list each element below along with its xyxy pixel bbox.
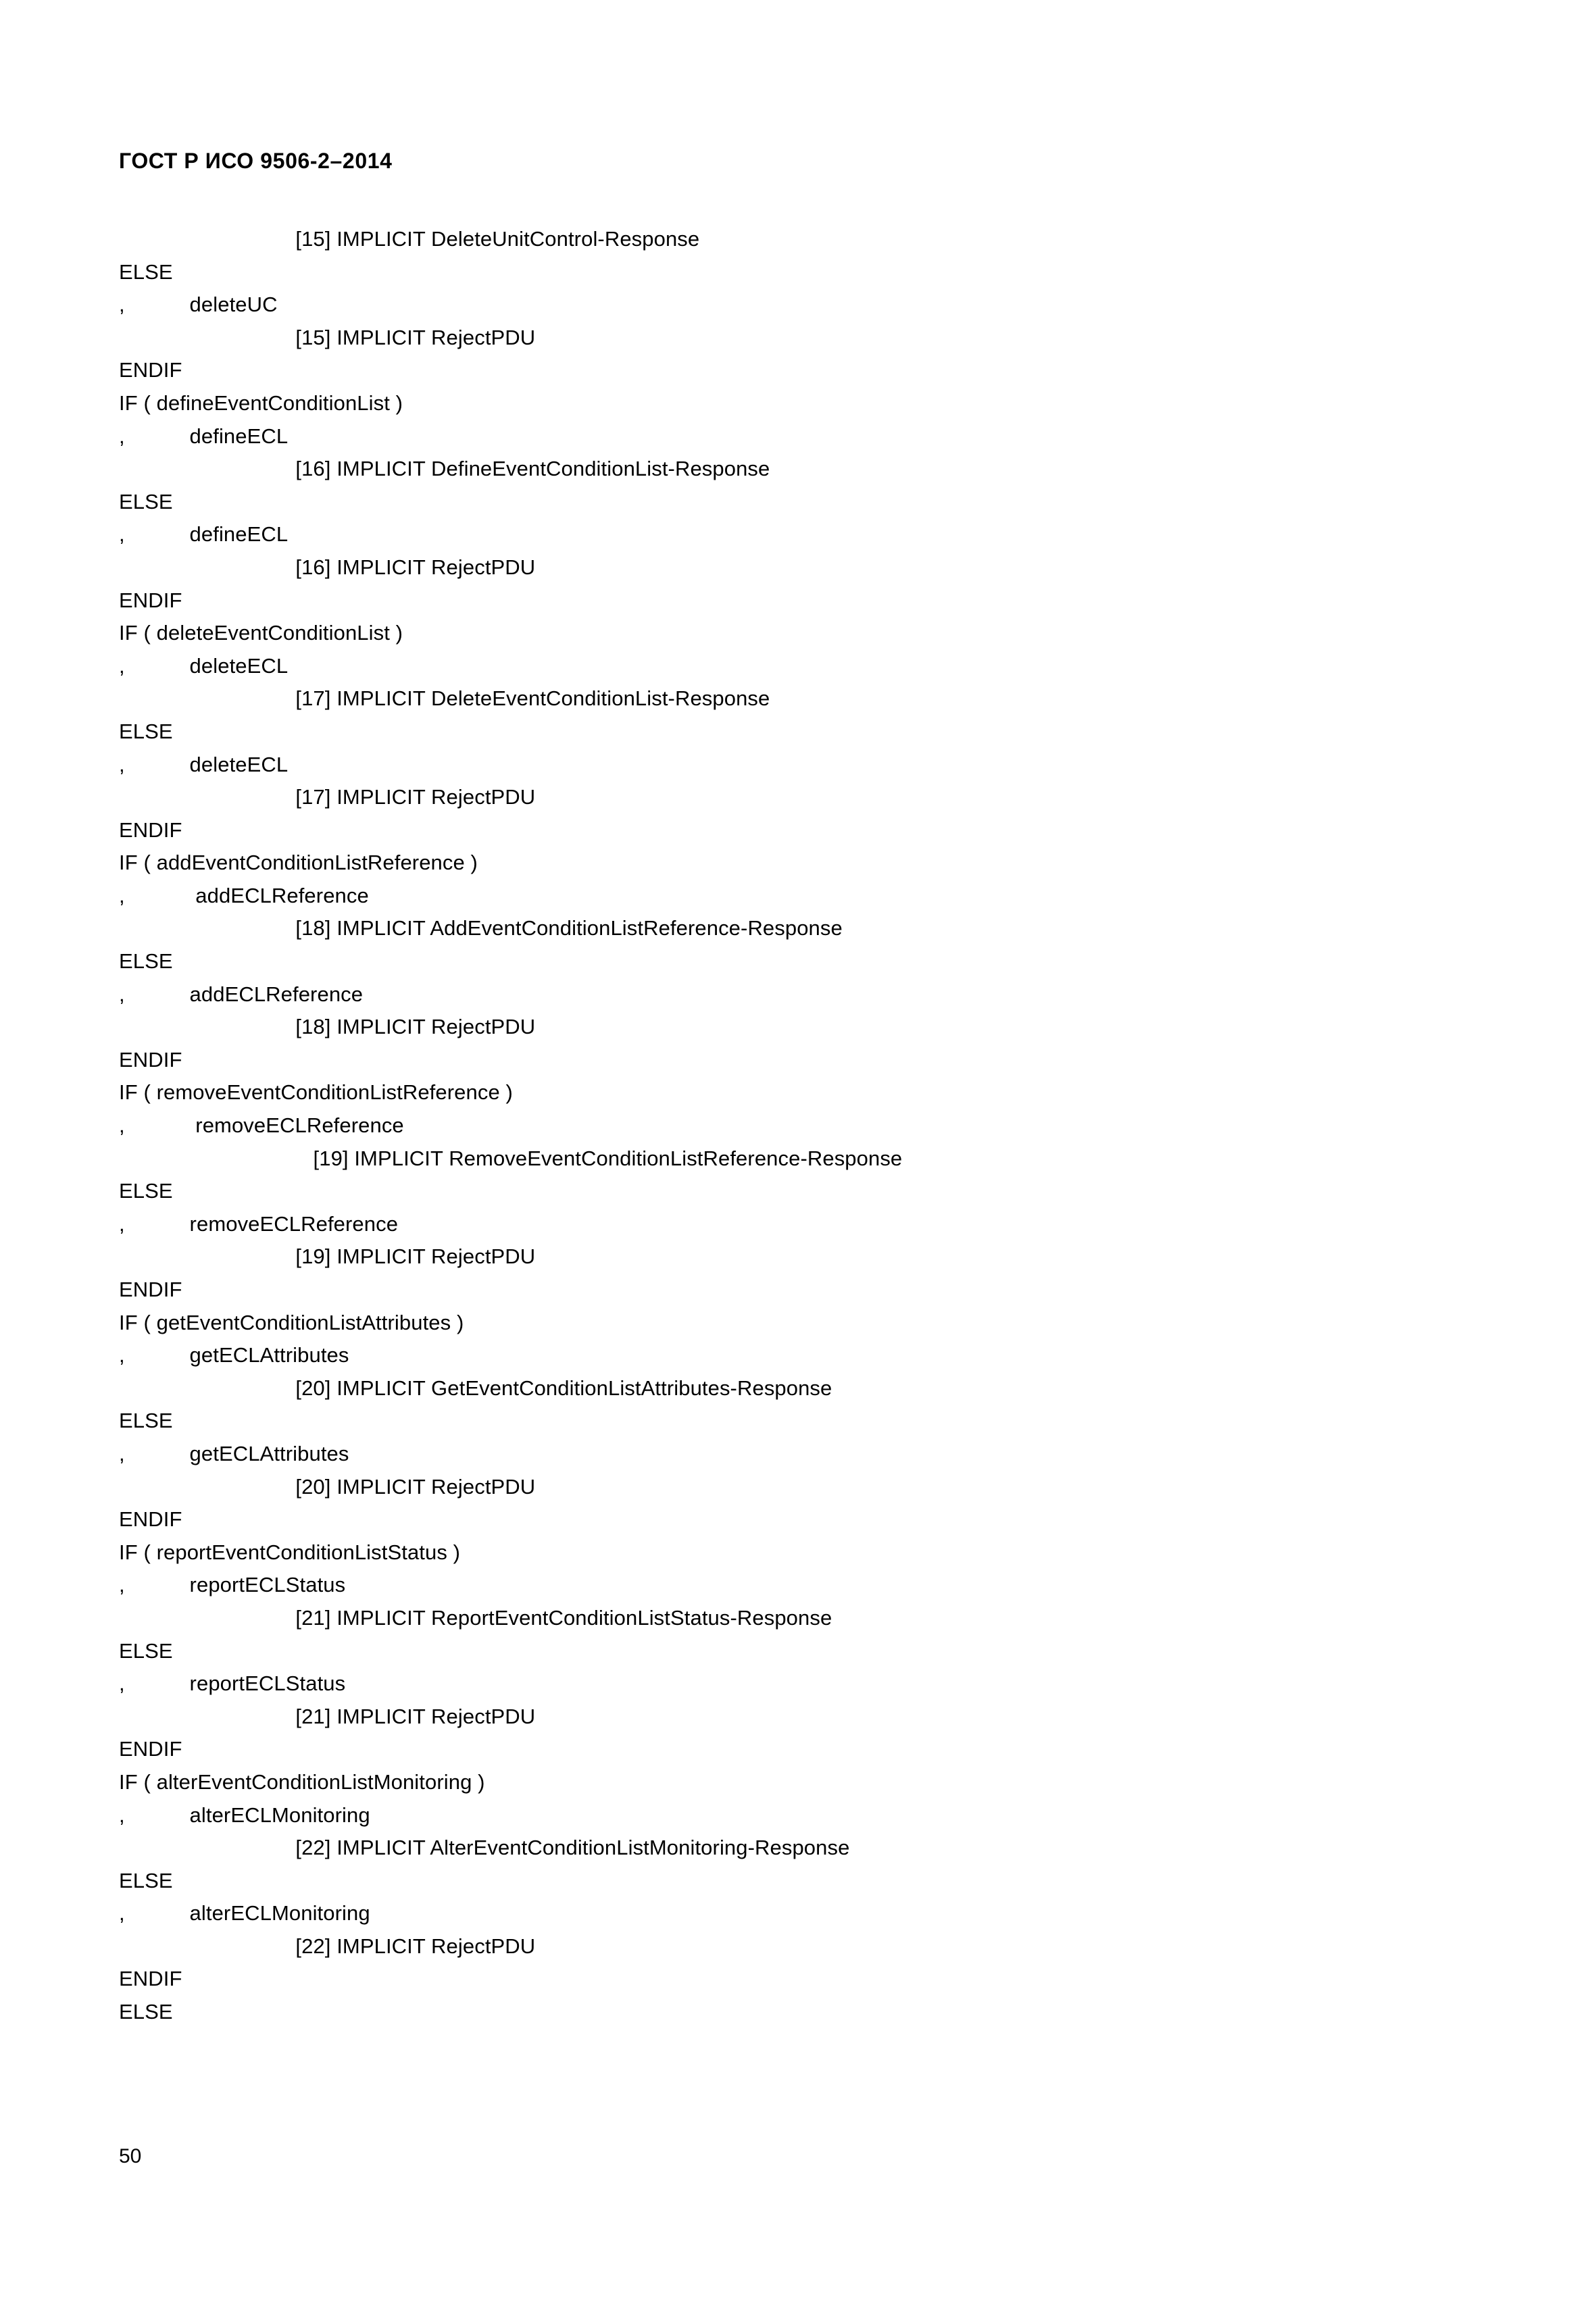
code-line: , reportECLStatus	[119, 1573, 346, 1597]
code-line: ELSE	[119, 1179, 173, 1203]
code-line: ENDIF	[119, 1507, 182, 1532]
code-line: IF ( deleteEventConditionList )	[119, 621, 403, 645]
code-line: , getECLAttributes	[119, 1343, 349, 1367]
code-line: [20] IMPLICIT GetEventConditionListAttributes-Response	[119, 1376, 832, 1400]
code-line: , deleteECL	[119, 752, 289, 776]
code-line: IF ( defineEventConditionList )	[119, 391, 403, 415]
code-line: [21] IMPLICIT ReportEventConditionListStatus-Response	[119, 1605, 832, 1630]
asn1-code-block	[119, 223, 1504, 2029]
code-line: , deleteECL	[119, 653, 289, 678]
code-line: ELSE	[119, 2000, 173, 2024]
code-line: ELSE	[119, 949, 173, 974]
code-line: ENDIF	[119, 588, 182, 612]
page-number: 50	[119, 2145, 142, 2167]
code-line: ENDIF	[119, 818, 182, 842]
code-line: ENDIF	[119, 1278, 182, 1301]
code-line: [20] IMPLICIT RejectPDU	[119, 1474, 536, 1499]
code-line: , reportECLStatus	[119, 1671, 346, 1696]
code-line: , defineECL	[119, 424, 289, 448]
code-line: ENDIF	[119, 358, 182, 382]
code-line: [22] IMPLICIT RejectPDU	[119, 1934, 536, 1958]
code-line: [15] IMPLICIT DeleteUnitControl-Response	[119, 227, 700, 251]
code-line: IF ( reportEventConditionListStatus )	[119, 1540, 461, 1564]
code-line: , alterECLMonitoring	[119, 1901, 370, 1926]
code-line: ELSE	[119, 1638, 173, 1663]
page-header: ГОСТ Р ИСО 9506-2–2014	[119, 149, 393, 173]
code-line: [19] IMPLICIT RejectPDU	[119, 1244, 536, 1269]
code-line: ELSE	[119, 719, 173, 743]
code-line: , addECLReference	[119, 883, 369, 907]
code-line: , addECLReference	[119, 982, 364, 1006]
code-line: [16] IMPLICIT DefineEventConditionList-Response	[119, 457, 770, 481]
code-line: ELSE	[119, 489, 173, 513]
code-line: [16] IMPLICIT RejectPDU	[119, 555, 536, 579]
code-line: ENDIF	[119, 1047, 182, 1072]
code-line: , defineECL	[119, 522, 289, 547]
code-line: , getECLAttributes	[119, 1441, 349, 1465]
code-line: , removeECLReference	[119, 1211, 399, 1236]
code-line: , removeECLReference	[119, 1113, 404, 1138]
code-line: [22] IMPLICIT AlterEventConditionListMonitoring-Response	[119, 1836, 850, 1860]
code-line: , alterECLMonitoring	[119, 1803, 370, 1827]
code-line: IF ( removeEventConditionListReference )	[119, 1080, 513, 1105]
code-line: IF ( addEventConditionListReference )	[119, 851, 478, 875]
code-line: [17] IMPLICIT DeleteEventConditionList-Response	[119, 686, 770, 711]
code-line: , deleteUC	[119, 293, 278, 317]
code-line: [21] IMPLICIT RejectPDU	[119, 1704, 536, 1728]
code-line: [19] IMPLICIT RemoveEventConditionListReference-Response	[119, 1146, 903, 1170]
code-line: [18] IMPLICIT RejectPDU	[119, 1015, 536, 1039]
code-line: IF ( getEventConditionListAttributes )	[119, 1310, 464, 1334]
code-line: ENDIF	[119, 1967, 182, 1991]
code-line: ELSE	[119, 259, 173, 284]
code-line: ELSE	[119, 1409, 173, 1433]
code-line: [15] IMPLICIT RejectPDU	[119, 325, 536, 349]
code-line: ENDIF	[119, 1737, 182, 1761]
code-line: [18] IMPLICIT AddEventConditionListReference-Response	[119, 916, 843, 940]
code-line: ELSE	[119, 1868, 173, 1892]
code-line: IF ( alterEventConditionListMonitoring )	[119, 1769, 485, 1794]
code-line: [17] IMPLICIT RejectPDU	[119, 785, 536, 809]
